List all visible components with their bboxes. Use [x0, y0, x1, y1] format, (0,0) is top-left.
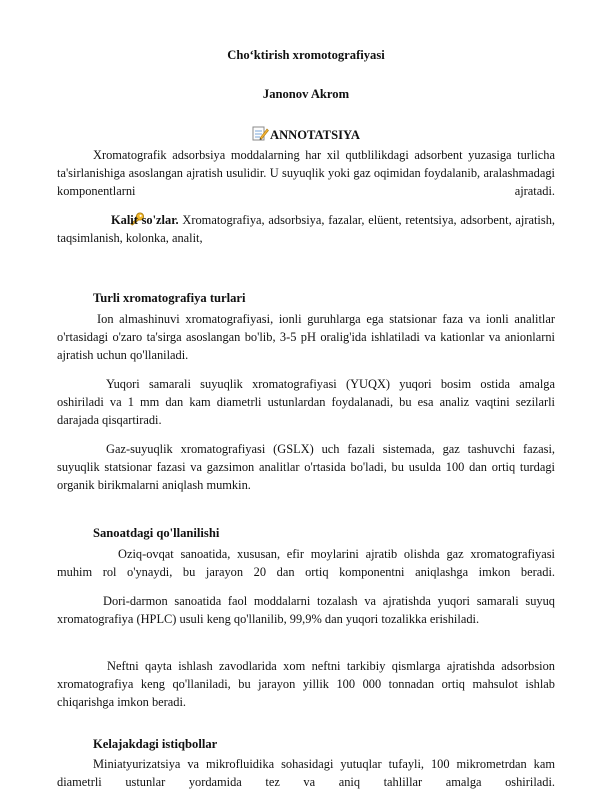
paragraph: Miniatyurizatsiya va mikrofluidika sohasidagi yutuqlar tufayli, 100 mikrometrdan kam diametrli ustunlar yordamida tez va aniq tahlillar amalga oshiriladi. — [57, 757, 555, 790]
key-icon — [93, 212, 109, 226]
paragraph: Oziq-ovqat sanoatida, xususan, efir moylarini ajratib olishda gaz xromatografiyasi muhim rol o'ynaydi, bu jarayon 20 dan ortiq komponentni aniqlashga imkon beradi. — [57, 547, 555, 580]
paragraph: Ion almashinuvi xromatografiyasi, ionli guruhlarga ega statsionar faza va ionli analitlar o'rtasidagi o'zaro ta'sirga asoslangan bo'lib, 3-5 pH oralig'ida ishlatiladi va kationlar va anionlarni ajratish uchun qo'llaniladi. — [57, 312, 555, 363]
annotation-heading-text: ANNOTATSIYA — [269, 128, 361, 142]
annotation-text: Xromatografik adsorbsiya moddalarning har xil qutblilikdagi adsorbent yuzasiga turlicha ta'sirlanishiga asoslangan ajratish usulidir. U suyuqlik yoki gaz oqimidan foydalanib, aralashmadagi komponentlarni ajratadi. — [57, 148, 555, 199]
keywords-list: Xromatografiya, adsorbsiya, fazalar, elüent, retentsiya, adsorbent, ajratish, taqsimlanish, kolonka, analit, — [57, 213, 555, 246]
paragraph: Yuqori samarali suyuqlik xromatografiyasi (YUQX) yuqori bosim ostida amalga oshiriladi va 1 mm dan kam diametrli ustunlardan foydalanadi, bu esa analiz vaqtini sezilarli darajada qisqartiradi. — [57, 377, 555, 428]
memo-icon — [252, 126, 269, 141]
paragraph: Dori-darmon sanoatida faol moddalarni tozalash va ajratishda yuqori samarali suyuq xromatografiya (HPLC) usuli keng qo'llanilib, 99,9% dan yuqori tozalikka erishiladi. — [57, 594, 555, 627]
paragraph: Gaz-suyuqlik xromatografiyasi (GSLX) uch fazali sistemada, gaz tashuvchi fazasi, suyuqlik statsionar fazasi va gazsimon analitlar o'rtasida bo'ladi, bu usulda 100 dan ortiq turdagi organik birikmalarni aniqlash mumkin. — [57, 442, 555, 493]
keywords-block — [57, 211, 555, 247]
section-heading-industry: Sanoatdagi qo'llanilishi — [93, 526, 220, 540]
author-name: Janonov Akrom — [262, 87, 350, 101]
paragraph: Neftni qayta ishlash zavodlarida xom neftni tarkibiy qismlarga ajratishda adsorbsion xromatografiya keng qo'llaniladi, bu jarayon yillik 100 000 tonnadan ortiq mahsulot ishlab chiqarishga imkon beradi. — [57, 659, 555, 710]
annotation-text-block — [57, 146, 555, 201]
document-title: Cho‘ktirish xromotografiyasi — [227, 48, 385, 62]
section-heading-future: Kelajakdagi istiqbollar — [93, 737, 218, 751]
keywords-label: Kalit so'zlar. — [111, 213, 179, 227]
annotation-heading — [0, 126, 612, 143]
section-heading-types: Turli xromatografiya turlari — [93, 291, 246, 305]
